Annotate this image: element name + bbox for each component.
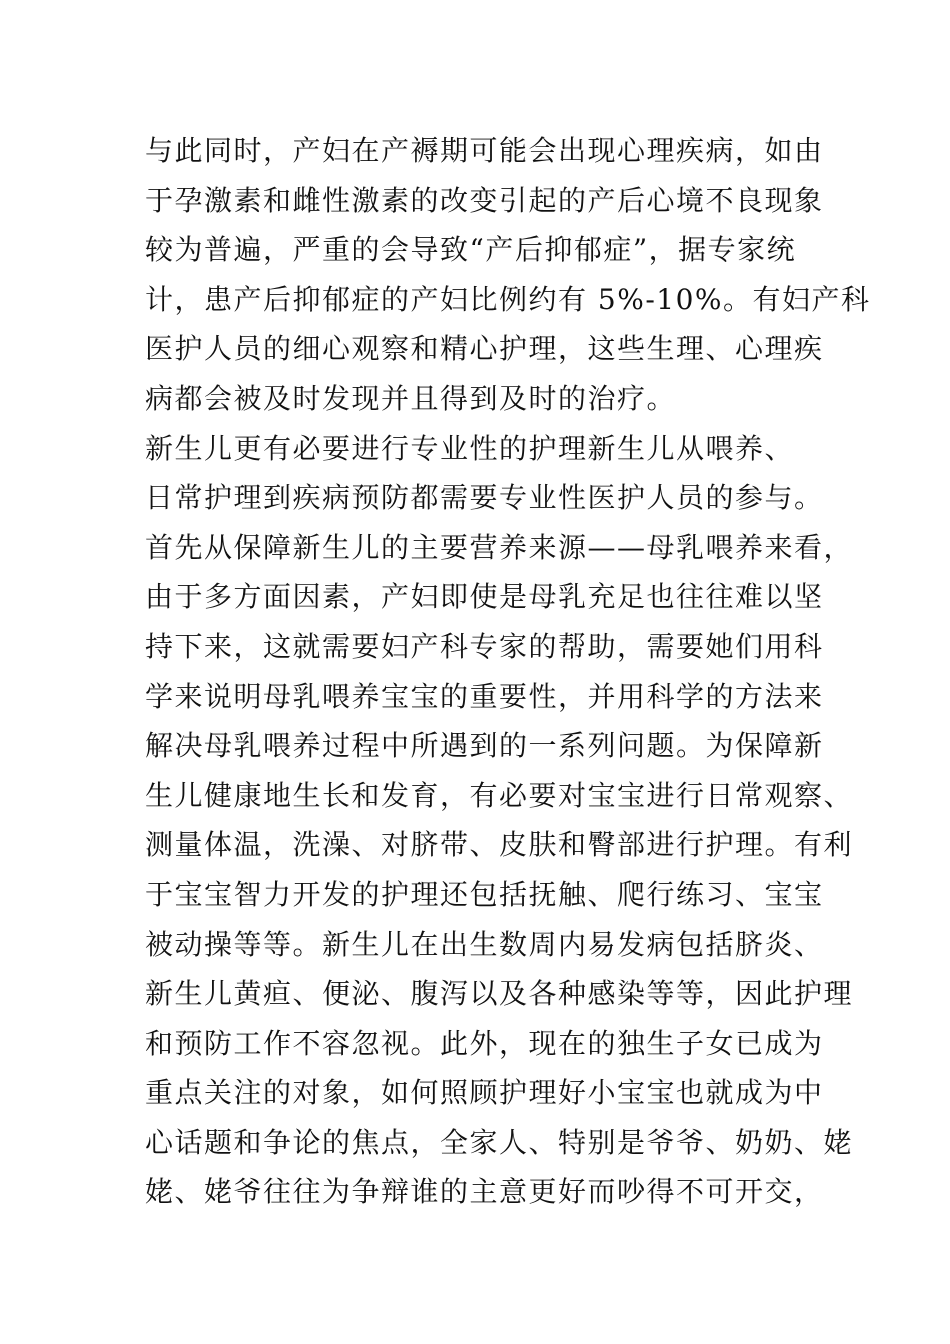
- text-line: 首先从保障新生儿的主要营养来源——母乳喂养来看，: [145, 530, 854, 564]
- text-line: 新生儿黄疸、便泌、腹泻以及各种感染等等，因此护理: [145, 977, 854, 1011]
- text-line: 和预防工作不容忽视。此外，现在的独生子女已成为: [145, 1026, 824, 1060]
- text-line: 计，患产后抑郁症的产妇比例约有 5%-10%。有妇产科: [145, 282, 871, 316]
- text-line: 姥、姥爷往往为争辩谁的主意更好而吵得不可开交，: [145, 1175, 824, 1209]
- text-line: 学来说明母乳喂养宝宝的重要性，并用科学的方法来: [145, 679, 824, 713]
- body-text: [145, 126, 871, 1217]
- text-line: 持下来，这就需要妇产科专家的帮助，需要她们用科: [145, 629, 824, 663]
- text-line: 由于多方面因素，产妇即使是母乳充足也往往难以坚: [145, 580, 824, 614]
- text-line: 解决母乳喂养过程中所遇到的一系列问题。为保障新: [145, 729, 824, 763]
- text-line: 被动操等等。新生儿在出生数周内易发病包括脐炎、: [145, 927, 824, 961]
- text-line: 心话题和争论的焦点，全家人、特别是爷爷、奶奶、姥: [145, 1125, 854, 1159]
- text-line: 生儿健康地生长和发育，有必要对宝宝进行日常观察、: [145, 778, 854, 812]
- text-line: 与此同时，产妇在产褥期可能会出现心理疾病，如由: [145, 134, 824, 167]
- text-line: 较为普遍，严重的会导致“产后抑郁症”，据专家统: [145, 233, 797, 267]
- text-line: 于孕激素和雌性激素的改变引起的产后心境不良现象: [145, 183, 824, 217]
- text-line: 医护人员的细心观察和精心护理，这些生理、心理疾: [145, 332, 824, 366]
- text-line: 重点关注的对象，如何照顾护理好小宝宝也就成为中: [145, 1076, 824, 1110]
- text-line: 新生儿更有必要进行专业性的护理新生儿从喂养、: [145, 431, 795, 465]
- text-line: 于宝宝智力开发的护理还包括抚触、爬行练习、宝宝: [145, 877, 824, 911]
- text-line: 病都会被及时发现并且得到及时的治疗。: [145, 381, 677, 415]
- text-line: 测量体温，洗澡、对脐带、皮肤和臀部进行护理。有利: [145, 828, 854, 862]
- text-line: 日常护理到疾病预防都需要专业性医护人员的参与。: [145, 481, 824, 515]
